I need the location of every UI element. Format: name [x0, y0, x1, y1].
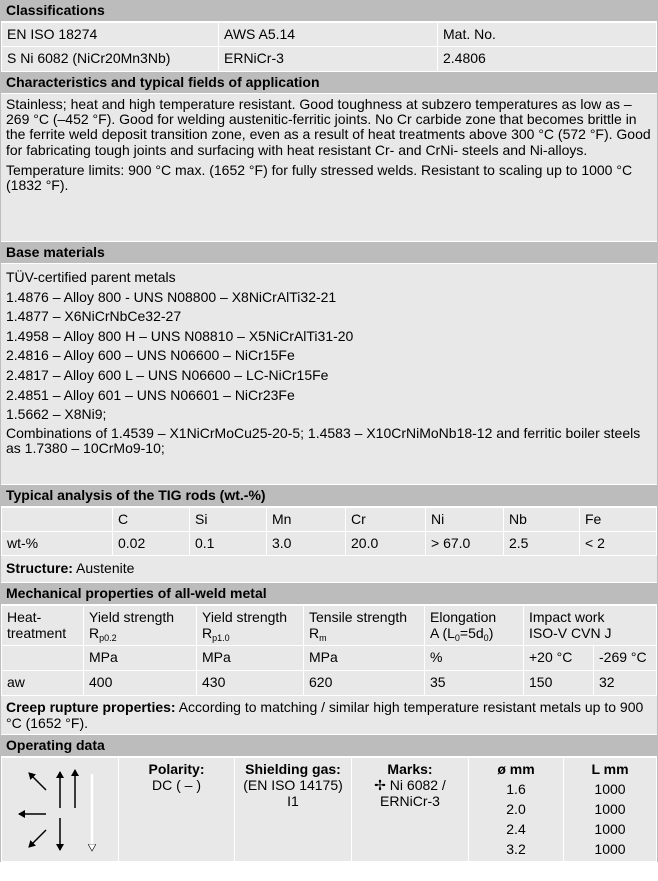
analysis-element: Mn — [267, 508, 346, 532]
base-material-line: 1.4958 – Alloy 800 H – UNS N08810 – X5NiCrAlTi31-20 — [6, 327, 354, 344]
tensile-strength-name: Tensile strength — [309, 609, 408, 625]
mech-value: 430 — [197, 671, 304, 696]
yield-strength-02-symbol — [89, 625, 191, 641]
length-value: 1000 — [594, 841, 626, 857]
base-material-line: 1.4876 – Alloy 800 - UNS N08800 – X8NiCrAlTi32-21 — [6, 288, 337, 305]
mechanical-heading: Mechanical properties of all-weld metal — [1, 583, 657, 605]
mech-value: 32 — [594, 671, 657, 696]
polarity-value: DC ( – ) — [152, 777, 201, 793]
classifications-heading: Classifications — [1, 0, 657, 22]
elongation-sub1: 0 — [454, 633, 460, 643]
yield-strength-02-header — [84, 606, 197, 646]
positions-cell — [2, 758, 119, 862]
length-cell — [564, 758, 657, 862]
analysis-value: < 2 — [580, 532, 657, 556]
tensile-strength-header — [304, 606, 425, 646]
base-materials-section — [1, 264, 657, 485]
diameter-cell — [469, 758, 564, 862]
mech-value: 400 — [84, 671, 197, 696]
elongation-name: Elongation — [430, 609, 497, 625]
base-material-combinations: Combinations of 1.4539 – X1NiCrMoCu25-20-5; 1.4583 – X10CrNiMoNb18-12 and ferritic boiler steels as 1.7380 – 10CrMo9-10; — [6, 424, 641, 457]
analysis-table — [1, 507, 657, 556]
yield-strength-10-sub: p1.0 — [212, 633, 230, 643]
characteristics-text: Stainless; heat and high temperature resistant. Good toughness at subzero temperatures as low as –269 °C (–452 °F). Good for welding austenitic-ferritic joints. No Cr carbide zone that becomes brittle in the ferrite weld deposit transition zone, even as a result of heat treatments above 300 °C (572 °F). Good for fabricating tough joints and surfacing with heat resistant Cr- and CrNi- steels and Ni-alloys. — [6, 96, 651, 158]
mech-value: 35 — [425, 671, 524, 696]
analysis-element: Ni — [426, 508, 504, 532]
analysis-value: 3.0 — [267, 532, 346, 556]
elongation-formula-c: ) — [488, 625, 494, 641]
unit-cell: % — [425, 646, 524, 671]
marks-cell — [352, 758, 469, 862]
impact-work-header — [524, 606, 657, 646]
impact-work-name: Impact work — [529, 609, 605, 625]
elongation-sub2: 0 — [483, 633, 489, 643]
analysis-heading: Typical analysis of the TIG rods (wt.-%) — [1, 485, 657, 507]
shielding-gas-cell — [235, 758, 352, 862]
length-value: 1000 — [594, 801, 626, 817]
creep-rupture-section — [1, 696, 657, 735]
elongation-header — [425, 606, 524, 646]
base-material-line: 1.4877 – X6NiCrNbCe32-27 — [6, 308, 182, 325]
yield-strength-10-symbol — [202, 625, 298, 641]
mechanical-table — [1, 605, 657, 696]
analysis-value: 2.5 — [504, 532, 580, 556]
unit-cell: MPa — [84, 646, 197, 671]
heat-treatment-header-line1: Heat- — [7, 609, 42, 625]
elongation-formula-a: A (L — [430, 625, 455, 641]
yield-strength-10-r: R — [202, 625, 213, 641]
base-material-line: 2.4851 – Alloy 601 – UNS N06601 – NiCr23Fe — [6, 386, 295, 403]
elongation-formula — [430, 625, 518, 641]
analysis-element: Cr — [346, 508, 426, 532]
base-material-line: 1.5662 – X8Ni9; — [6, 406, 107, 423]
analysis-value: 0.1 — [190, 532, 267, 556]
marks-line1: ✢ Ni 6082 / — [374, 777, 446, 793]
analysis-element: C — [113, 508, 190, 532]
tensile-strength-sub: m — [319, 633, 327, 643]
unit-cell: MPa — [197, 646, 304, 671]
diameter-value: 1.6 — [506, 781, 526, 797]
diameter-value: 2.0 — [506, 801, 526, 817]
analysis-element: Nb — [504, 508, 580, 532]
unit-cell: MPa — [304, 646, 425, 671]
length-label: L mm — [591, 761, 629, 777]
yield-strength-02-r: R — [89, 625, 100, 641]
base-material-line: TÜV-certified parent metals — [6, 269, 176, 285]
class-std-mat: Mat. No. — [438, 23, 657, 47]
polarity-label: Polarity: — [148, 761, 205, 777]
yield-strength-02-sub: p0.2 — [99, 633, 117, 643]
structure-label: Structure: — [6, 560, 73, 576]
class-val-mat: 2.4806 — [438, 47, 657, 72]
diameter-value: 2.4 — [506, 821, 526, 837]
units-corner — [2, 646, 84, 671]
diameter-value: 3.2 — [506, 841, 526, 857]
base-material-line: 2.4816 – Alloy 600 – UNS N06600 – NiCr15Fe — [6, 347, 295, 364]
marks-line2: ERNiCr-3 — [380, 793, 440, 809]
yield-strength-02-name: Yield strength — [89, 609, 175, 625]
class-val-aws: ERNiCr-3 — [219, 47, 438, 72]
mech-value: aw — [2, 671, 84, 696]
temperature-limits-text: Temperature limits: 900 °C max. (1652 °F) for fully stressed welds. Resistant to scaling up to 1000 °C (1832 °F). — [6, 161, 633, 194]
structure-value: Austenite — [72, 560, 135, 576]
marks-label: Marks: — [387, 761, 433, 777]
creep-rupture-label: Creep rupture properties: — [6, 699, 176, 715]
class-std-aws: AWS A5.14 — [219, 23, 438, 47]
analysis-element: Si — [190, 508, 267, 532]
shielding-gas-value: I1 — [287, 793, 299, 809]
heat-treatment-header — [2, 606, 84, 646]
mech-value: 620 — [304, 671, 425, 696]
length-value: 1000 — [594, 781, 626, 797]
polarity-cell — [119, 758, 235, 862]
analysis-value: 20.0 — [346, 532, 426, 556]
yield-strength-10-name: Yield strength — [202, 609, 288, 625]
analysis-value: 0.02 — [113, 532, 190, 556]
unit-cell: -269 °C — [594, 646, 657, 671]
class-std-en: EN ISO 18274 — [2, 23, 219, 47]
heat-treatment-header-line2: treatment — [7, 625, 67, 641]
base-material-line: 2.4817 – Alloy 600 L – UNS N06600 – LC-NiCr15Fe — [6, 366, 329, 383]
structure-line — [1, 556, 657, 583]
class-val-en: S Ni 6082 (NiCr20Mn3Nb) — [2, 47, 219, 72]
characteristics-heading: Characteristics and typical fields of application — [1, 72, 657, 94]
classifications-table — [1, 22, 657, 72]
shielding-gas-label: Shielding gas: — [245, 761, 341, 777]
analysis-corner — [2, 508, 113, 532]
shielding-gas-standard: (EN ISO 14175) — [243, 777, 343, 793]
base-materials-heading: Base materials — [1, 242, 657, 264]
mech-value: 150 — [524, 671, 594, 696]
analysis-row-label: wt-% — [2, 532, 113, 556]
elongation-formula-b: =5d — [459, 625, 484, 641]
characteristics-section — [1, 94, 657, 242]
operating-table — [1, 757, 657, 862]
impact-work-unit: ISO-V CVN J — [529, 625, 612, 641]
unit-cell: +20 °C — [524, 646, 594, 671]
analysis-element: Fe — [580, 508, 657, 532]
welding-positions-icon — [2, 758, 118, 858]
length-value: 1000 — [594, 821, 626, 837]
creep-rupture-text: According to matching / similar high temperature resistant metals up to 900 °C (1652 °F). — [6, 699, 644, 731]
operating-heading: Operating data — [1, 735, 657, 757]
analysis-value: > 67.0 — [426, 532, 504, 556]
diameter-label: ø mm — [497, 761, 535, 777]
tensile-strength-r: R — [309, 625, 320, 641]
yield-strength-10-header — [197, 606, 304, 646]
tensile-strength-symbol — [309, 625, 419, 641]
